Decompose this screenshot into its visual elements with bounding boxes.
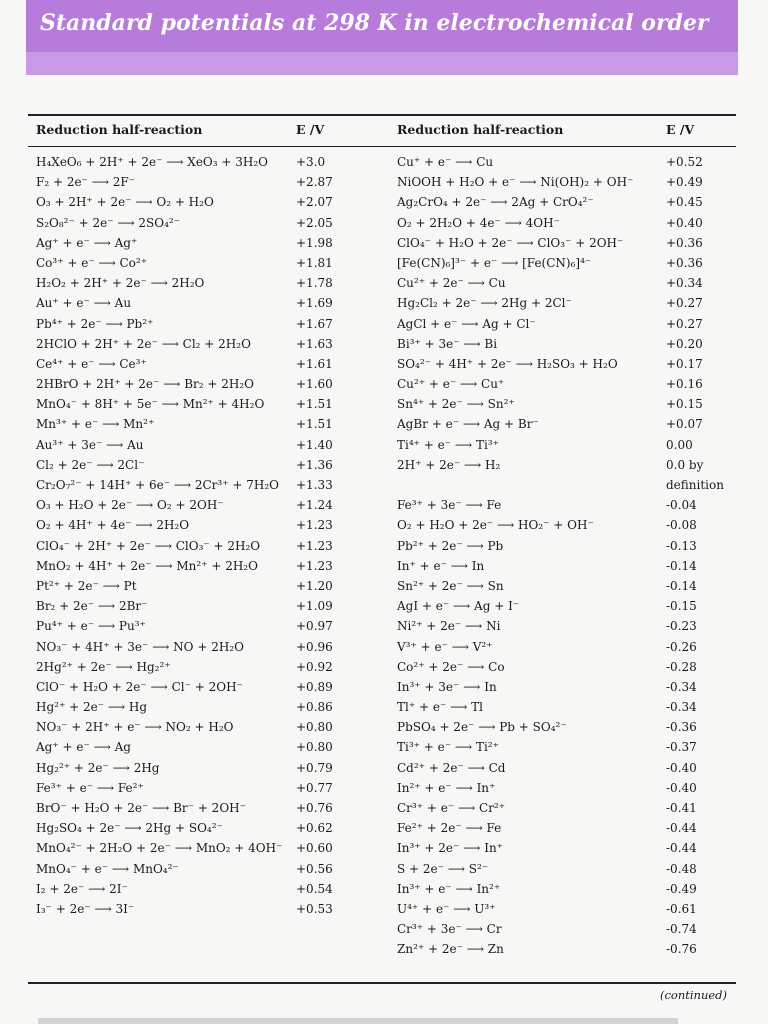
reaction-cell: O₂ + 2H₂O + 4e⁻ ⟶ 4OH⁻ <box>397 215 560 230</box>
reaction-cell: Ag⁺ + e⁻ ⟶ Ag⁺ <box>36 235 138 250</box>
reaction-cell: 2HClO + 2H⁺ + 2e⁻ ⟶ Cl₂ + 2H₂O <box>36 336 251 351</box>
reaction-cell: Ag⁺ + e⁻ ⟶ Ag <box>36 740 131 755</box>
potential-cell: +0.49 <box>666 175 703 190</box>
header-left-potential: E /V <box>296 122 325 137</box>
reaction-cell: Pb²⁺ + 2e⁻ ⟶ Pb <box>397 538 504 553</box>
potential-cell: -0.74 <box>666 922 697 937</box>
reaction-cell: U⁴⁺ + e⁻ ⟶ U³⁺ <box>397 901 496 916</box>
reaction-cell: Bi³⁺ + 3e⁻ ⟶ Bi <box>397 336 498 351</box>
potential-cell: +0.80 <box>296 720 333 735</box>
potential-cell: -0.40 <box>666 760 697 775</box>
reaction-cell: Fe³⁺ + 3e⁻ ⟶ Fe <box>397 498 502 513</box>
potential-cell: -0.44 <box>666 821 697 836</box>
reaction-cell: PbSO₄ + 2e⁻ ⟶ Pb + SO₄²⁻ <box>397 720 567 735</box>
potential-cell: +0.36 <box>666 255 703 270</box>
potential-cell: +1.63 <box>296 336 333 351</box>
reaction-cell: NO₃⁻ + 4H⁺ + 3e⁻ ⟶ NO + 2H₂O <box>36 639 244 654</box>
reaction-cell: MnO₄²⁻ + 2H₂O + 2e⁻ ⟶ MnO₂ + 4OH⁻ <box>36 841 283 856</box>
reaction-cell: MnO₂ + 4H⁺ + 2e⁻ ⟶ Mn²⁺ + 2H₂O <box>36 558 258 573</box>
potential-cell: +0.92 <box>296 659 333 674</box>
reaction-cell: Ni²⁺ + 2e⁻ ⟶ Ni <box>397 619 501 634</box>
page-title: Standard potentials at 298 K in electrochemical order <box>40 10 709 36</box>
potential-cell: +0.54 <box>296 881 333 896</box>
potential-cell: +0.15 <box>666 397 703 412</box>
potential-cell: -0.23 <box>666 619 697 634</box>
reaction-cell: Cr³⁺ + 3e⁻ ⟶ Cr <box>397 922 502 937</box>
reaction-cell: Tl⁺ + e⁻ ⟶ Tl <box>397 700 483 715</box>
reaction-cell: ClO⁻ + H₂O + 2e⁻ ⟶ Cl⁻ + 2OH⁻ <box>36 679 243 694</box>
reaction-cell: BrO⁻ + H₂O + 2e⁻ ⟶ Br⁻ + 2OH⁻ <box>36 801 246 815</box>
potential-cell: +0.96 <box>296 639 333 654</box>
reaction-cell: 2H⁺ + 2e⁻ ⟶ H₂ <box>397 457 501 472</box>
potential-cell: +1.69 <box>296 296 333 311</box>
reaction-cell: O₃ + 2H⁺ + 2e⁻ ⟶ O₂ + H₂O <box>36 195 214 210</box>
header-right-potential: E /V <box>666 122 695 137</box>
reaction-cell: Hg₂SO₄ + 2e⁻ ⟶ 2Hg + SO₄²⁻ <box>36 821 223 836</box>
potential-cell: +2.05 <box>296 215 333 230</box>
potential-cell: +0.97 <box>296 619 333 634</box>
header-right-reaction: Reduction half-reaction <box>397 122 564 137</box>
potential-cell: +1.51 <box>296 417 333 432</box>
reaction-cell: In⁺ + e⁻ ⟶ In <box>397 558 485 573</box>
potential-cell: +3.0 <box>296 155 326 169</box>
potential-cell: -0.44 <box>666 841 697 856</box>
reaction-cell: F₂ + 2e⁻ ⟶ 2F⁻ <box>36 175 136 190</box>
table-header-rule <box>28 146 736 147</box>
reaction-cell: Ti³⁺ + e⁻ ⟶ Ti²⁺ <box>397 740 499 755</box>
potential-cell: -0.76 <box>666 942 697 957</box>
reaction-cell: Hg₂Cl₂ + 2e⁻ ⟶ 2Hg + 2Cl⁻ <box>397 296 572 311</box>
potential-cell: -0.14 <box>666 558 697 573</box>
potential-cell: -0.36 <box>666 720 697 735</box>
reaction-cell: O₂ + H₂O + 2e⁻ ⟶ HO₂⁻ + OH⁻ <box>397 518 594 533</box>
bottom-bar <box>38 1018 678 1024</box>
title-banner-band <box>26 0 738 52</box>
reaction-cell: In²⁺ + e⁻ ⟶ In⁺ <box>397 780 496 795</box>
potential-cell: +1.60 <box>296 377 333 392</box>
reaction-cell: ClO₄⁻ + H₂O + 2e⁻ ⟶ ClO₃⁻ + 2OH⁻ <box>397 235 624 250</box>
potential-cell: +0.52 <box>666 155 703 169</box>
reaction-cell: H₄XeO₆ + 2H⁺ + 2e⁻ ⟶ XeO₃ + 3H₂O <box>36 155 268 169</box>
reaction-cell: Cu²⁺ + e⁻ ⟶ Cu⁺ <box>397 377 505 392</box>
potential-cell: -0.41 <box>666 801 697 815</box>
reaction-cell: Hg₂²⁺ + 2e⁻ ⟶ 2Hg <box>36 760 160 775</box>
potential-cell: -0.40 <box>666 780 697 795</box>
reaction-cell: Pb⁴⁺ + 2e⁻ ⟶ Pb²⁺ <box>36 316 154 331</box>
reaction-cell: [Fe(CN)₆]³⁻ + e⁻ ⟶ [Fe(CN)₆]⁴⁻ <box>397 255 592 270</box>
potential-cell: +0.16 <box>666 377 703 392</box>
reaction-cell: Cr₂O₇²⁻ + 14H⁺ + 6e⁻ ⟶ 2Cr³⁺ + 7H₂O <box>36 478 279 492</box>
reaction-cell: Ag₂CrO₄ + 2e⁻ ⟶ 2Ag + CrO₄²⁻ <box>397 195 594 210</box>
reaction-cell: Co³⁺ + e⁻ ⟶ Co²⁺ <box>36 255 148 270</box>
potential-cell: -0.34 <box>666 679 697 694</box>
reaction-cell: Cu⁺ + e⁻ ⟶ Cu <box>397 155 494 169</box>
potential-cell: -0.13 <box>666 538 697 553</box>
potential-cell: -0.26 <box>666 639 697 654</box>
potential-cell: +1.98 <box>296 235 333 250</box>
potential-cell: +0.76 <box>296 801 333 815</box>
potential-cell: +1.09 <box>296 599 333 614</box>
reaction-cell: SO₄²⁻ + 4H⁺ + 2e⁻ ⟶ H₂SO₃ + H₂O <box>397 356 618 371</box>
potential-cell: +0.34 <box>666 276 703 291</box>
reaction-cell: S₂O₈²⁻ + 2e⁻ ⟶ 2SO₄²⁻ <box>36 215 181 230</box>
reaction-cell: I₃⁻ + 2e⁻ ⟶ 3I⁻ <box>36 901 135 916</box>
reaction-cell: H₂O₂ + 2H⁺ + 2e⁻ ⟶ 2H₂O <box>36 276 205 291</box>
reaction-cell: NiOOH + H₂O + e⁻ ⟶ Ni(OH)₂ + OH⁻ <box>397 175 634 190</box>
potential-cell: 0.00 <box>666 437 693 452</box>
reaction-cell: Pt²⁺ + 2e⁻ ⟶ Pt <box>36 578 137 593</box>
reaction-cell: O₂ + 4H⁺ + 4e⁻ ⟶ 2H₂O <box>36 518 190 533</box>
continued-note: (continued) <box>660 988 728 1002</box>
potential-cell: -0.14 <box>666 578 697 593</box>
potential-cell: -0.15 <box>666 599 697 614</box>
potential-cell: -0.28 <box>666 659 697 674</box>
reaction-cell: 2Hg²⁺ + 2e⁻ ⟶ Hg₂²⁺ <box>36 659 171 674</box>
potential-cell: +0.36 <box>666 235 703 250</box>
reaction-cell: AgCl + e⁻ ⟶ Ag + Cl⁻ <box>397 316 536 331</box>
table-top-rule <box>28 114 736 116</box>
potential-cell: +0.89 <box>296 679 333 694</box>
potential-cell: +0.86 <box>296 700 333 715</box>
reaction-cell: Fe²⁺ + 2e⁻ ⟶ Fe <box>397 821 502 836</box>
reaction-cell: Mn³⁺ + e⁻ ⟶ Mn²⁺ <box>36 417 155 432</box>
potential-cell: +0.40 <box>666 215 703 230</box>
reaction-cell: I₂ + 2e⁻ ⟶ 2I⁻ <box>36 881 128 896</box>
reaction-cell: Co²⁺ + 2e⁻ ⟶ Co <box>397 659 505 674</box>
title-banner <box>26 0 738 75</box>
potential-cell: -0.04 <box>666 498 697 513</box>
potential-cell: +1.23 <box>296 518 333 533</box>
potential-cell: +0.77 <box>296 780 333 795</box>
potential-cell: 0.0 by <box>666 457 704 472</box>
reaction-cell: Ce⁴⁺ + e⁻ ⟶ Ce³⁺ <box>36 356 147 371</box>
reaction-cell: Cr³⁺ + e⁻ ⟶ Cr²⁺ <box>397 801 506 815</box>
potential-cell: +0.60 <box>296 841 333 856</box>
potential-cell: +0.17 <box>666 356 703 371</box>
potential-cell: +0.62 <box>296 821 333 836</box>
reaction-cell: In³⁺ + 3e⁻ ⟶ In <box>397 679 497 694</box>
potential-cell: +1.24 <box>296 498 333 513</box>
potential-cell: +1.81 <box>296 255 333 270</box>
reaction-cell: Au⁺ + e⁻ ⟶ Au <box>36 296 132 311</box>
reaction-cell: 2HBrO + 2H⁺ + 2e⁻ ⟶ Br₂ + 2H₂O <box>36 377 254 392</box>
reaction-cell: Fe³⁺ + e⁻ ⟶ Fe²⁺ <box>36 780 144 795</box>
reaction-cell: Hg²⁺ + 2e⁻ ⟶ Hg <box>36 700 148 715</box>
reaction-cell: MnO₄⁻ + 8H⁺ + 5e⁻ ⟶ Mn²⁺ + 4H₂O <box>36 397 265 412</box>
potential-cell: +0.45 <box>666 195 703 210</box>
potential-cell: -0.48 <box>666 861 697 876</box>
reaction-cell: Cu²⁺ + 2e⁻ ⟶ Cu <box>397 276 506 291</box>
reaction-cell: O₃ + H₂O + 2e⁻ ⟶ O₂ + 2OH⁻ <box>36 498 224 513</box>
reaction-cell: AgI + e⁻ ⟶ Ag + I⁻ <box>397 599 520 614</box>
reaction-cell: MnO₄⁻ + e⁻ ⟶ MnO₄²⁻ <box>36 861 179 876</box>
potential-cell: +2.07 <box>296 195 333 210</box>
reaction-cell: Zn²⁺ + 2e⁻ ⟶ Zn <box>397 942 504 957</box>
potential-cell: +1.67 <box>296 316 333 331</box>
reaction-cell: S + 2e⁻ ⟶ S²⁻ <box>397 861 489 876</box>
reaction-cell: Sn⁴⁺ + 2e⁻ ⟶ Sn²⁺ <box>397 397 515 412</box>
reaction-cell: Cd²⁺ + 2e⁻ ⟶ Cd <box>397 760 506 775</box>
potential-cell: +1.61 <box>296 356 333 371</box>
potential-cell: +1.51 <box>296 397 333 412</box>
reaction-cell: Pu⁴⁺ + e⁻ ⟶ Pu³⁺ <box>36 619 146 634</box>
potential-cell: +1.40 <box>296 437 333 452</box>
reaction-cell: Ti⁴⁺ + e⁻ ⟶ Ti³⁺ <box>397 437 499 452</box>
potential-cell: +2.87 <box>296 175 333 190</box>
header-left-reaction: Reduction half-reaction <box>36 122 203 137</box>
reaction-cell: Sn²⁺ + 2e⁻ ⟶ Sn <box>397 578 504 593</box>
reaction-cell: Au³⁺ + 3e⁻ ⟶ Au <box>36 437 144 452</box>
potential-cell: definition <box>666 478 724 492</box>
reaction-cell: AgBr + e⁻ ⟶ Ag + Br⁻ <box>397 417 539 432</box>
potential-cell: +1.78 <box>296 276 333 291</box>
potential-cell: +0.07 <box>666 417 703 432</box>
potential-cell: +0.27 <box>666 316 703 331</box>
potential-cell: +0.56 <box>296 861 333 876</box>
reaction-cell: NO₃⁻ + 2H⁺ + e⁻ ⟶ NO₂ + H₂O <box>36 720 234 735</box>
potential-cell: +0.53 <box>296 901 333 916</box>
potential-cell: +0.80 <box>296 740 333 755</box>
reaction-cell: Br₂ + 2e⁻ ⟶ 2Br⁻ <box>36 599 148 614</box>
potential-cell: +1.33 <box>296 478 333 492</box>
reaction-cell: In³⁺ + e⁻ ⟶ In²⁺ <box>397 881 501 896</box>
potential-cell: +0.79 <box>296 760 333 775</box>
potential-cell: -0.37 <box>666 740 697 755</box>
table-bottom-rule <box>28 982 736 984</box>
potential-cell: +1.23 <box>296 538 333 553</box>
potential-cell: +0.27 <box>666 296 703 311</box>
potential-cell: -0.08 <box>666 518 697 533</box>
potential-cell: +1.23 <box>296 558 333 573</box>
potential-cell: +1.36 <box>296 457 333 472</box>
reaction-cell: ClO₄⁻ + 2H⁺ + 2e⁻ ⟶ ClO₃⁻ + 2H₂O <box>36 538 261 553</box>
reaction-cell: Cl₂ + 2e⁻ ⟶ 2Cl⁻ <box>36 457 145 472</box>
potential-cell: +1.20 <box>296 578 333 593</box>
reaction-cell: V³⁺ + e⁻ ⟶ V²⁺ <box>397 639 493 654</box>
reaction-cell: In³⁺ + 2e⁻ ⟶ In⁺ <box>397 841 504 856</box>
potential-cell: -0.49 <box>666 881 697 896</box>
potential-cell: -0.61 <box>666 901 697 916</box>
potential-cell: +0.20 <box>666 336 703 351</box>
potential-cell: -0.34 <box>666 700 697 715</box>
